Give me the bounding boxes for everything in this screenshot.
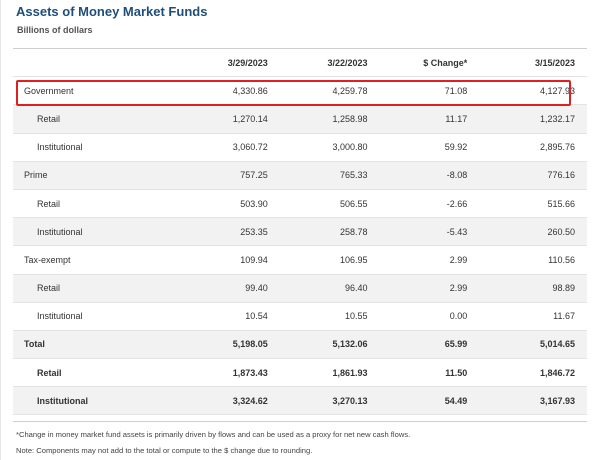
- table-row: [13, 303, 587, 331]
- row-value: 96.40: [344, 283, 368, 294]
- row-value: 110.56: [548, 254, 575, 265]
- row-value: -2.66: [446, 198, 468, 209]
- row-value: 3,000.80: [332, 142, 368, 153]
- row-label: Government: [24, 85, 74, 96]
- row-value: -5.43: [446, 226, 468, 237]
- row-label: Institutional: [37, 142, 83, 153]
- row-value: 253.35: [240, 226, 268, 237]
- money-market-table: [13, 48, 587, 415]
- row-value: 4,259.78: [332, 85, 368, 96]
- row-value: 3,270.13: [332, 395, 368, 406]
- row-value: -8.08: [446, 170, 468, 181]
- row-value: 4,330.86: [232, 85, 268, 96]
- row-value: 1,846.72: [539, 367, 575, 378]
- row-value: 109.94: [240, 254, 268, 265]
- row-value: 3,060.72: [232, 142, 268, 153]
- left-edge-line: [0, 0, 1, 460]
- page-subtitle: Billions of dollars: [17, 25, 93, 35]
- row-value: 11.17: [445, 113, 468, 124]
- table-row: [13, 246, 587, 274]
- row-value: 99.40: [245, 283, 268, 294]
- header-cell-date-2: 3/22/2023: [327, 57, 368, 68]
- table-row: [13, 359, 587, 387]
- row-value: 54.49: [444, 395, 468, 406]
- row-value: 71.08: [444, 85, 468, 96]
- footnote-divider: [13, 421, 587, 422]
- table-row: [13, 387, 587, 415]
- row-label: Tax-exempt: [24, 254, 71, 265]
- row-value: 10.54: [245, 311, 268, 322]
- row-value: 5,014.65: [539, 339, 575, 350]
- row-label: Total: [24, 339, 45, 350]
- row-label: Retail: [37, 113, 61, 124]
- row-value: 3,324.62: [232, 395, 268, 406]
- row-label: Retail: [37, 283, 61, 294]
- row-value: 515.66: [547, 198, 575, 209]
- row-value: 2.99: [449, 254, 468, 265]
- row-value: 2.99: [449, 283, 468, 294]
- row-value: 0.00: [449, 311, 468, 322]
- footnote-rounding: Note: Components may not add to the total or compute to the $ change due to rounding.: [16, 446, 313, 455]
- table-row: [13, 218, 587, 246]
- row-value: 765.33: [339, 170, 368, 181]
- row-value: 1,861.93: [332, 367, 368, 378]
- table-row: [13, 275, 587, 303]
- row-value: 1,270.14: [232, 113, 268, 124]
- header-cell-date-3: 3/15/2023: [534, 57, 575, 68]
- row-value: 11.67: [553, 311, 575, 322]
- table-row: [13, 105, 587, 133]
- row-value: 59.92: [444, 142, 468, 153]
- table-row: [13, 331, 587, 359]
- header-cell-change: $ Change*: [423, 57, 468, 68]
- footnote-change: *Change in money market fund assets is primarily driven by flows and can be used as a proxy for net new cash flows.: [16, 430, 411, 439]
- row-value: 10.55: [344, 311, 368, 322]
- table-header-row: [13, 49, 587, 77]
- table-row: [13, 190, 587, 218]
- row-value: 757.25: [240, 170, 268, 181]
- table-row: [13, 77, 587, 105]
- row-value: 4,127.93: [539, 85, 575, 96]
- row-value: 1,232.17: [539, 113, 575, 124]
- table-row: [13, 162, 587, 190]
- row-value: 98.89: [552, 283, 575, 294]
- page-title: Assets of Money Market Funds: [16, 4, 208, 19]
- row-value: 5,132.06: [332, 339, 368, 350]
- row-value: 2,895.76: [539, 142, 575, 153]
- row-value: 106.95: [339, 254, 368, 265]
- row-label: Institutional: [37, 311, 83, 322]
- row-label: Retail: [37, 198, 61, 209]
- header-cell-date-1: 3/29/2023: [227, 57, 268, 68]
- row-value: 1,258.98: [332, 113, 368, 124]
- table-row: [13, 134, 587, 162]
- row-value: 258.78: [339, 226, 368, 237]
- row-value: 3,167.93: [539, 395, 575, 406]
- row-value: 503.90: [240, 198, 268, 209]
- row-value: 1,873.43: [232, 367, 268, 378]
- row-value: 65.99: [444, 339, 468, 350]
- row-label: Institutional: [37, 395, 88, 406]
- row-label: Prime: [24, 170, 48, 181]
- row-label: Institutional: [37, 226, 83, 237]
- row-label: Retail: [37, 367, 62, 378]
- row-value: 5,198.05: [232, 339, 268, 350]
- row-value: 260.50: [547, 226, 575, 237]
- row-value: 506.55: [339, 198, 368, 209]
- row-value: 11.50: [445, 367, 468, 378]
- row-value: 776.16: [547, 170, 575, 181]
